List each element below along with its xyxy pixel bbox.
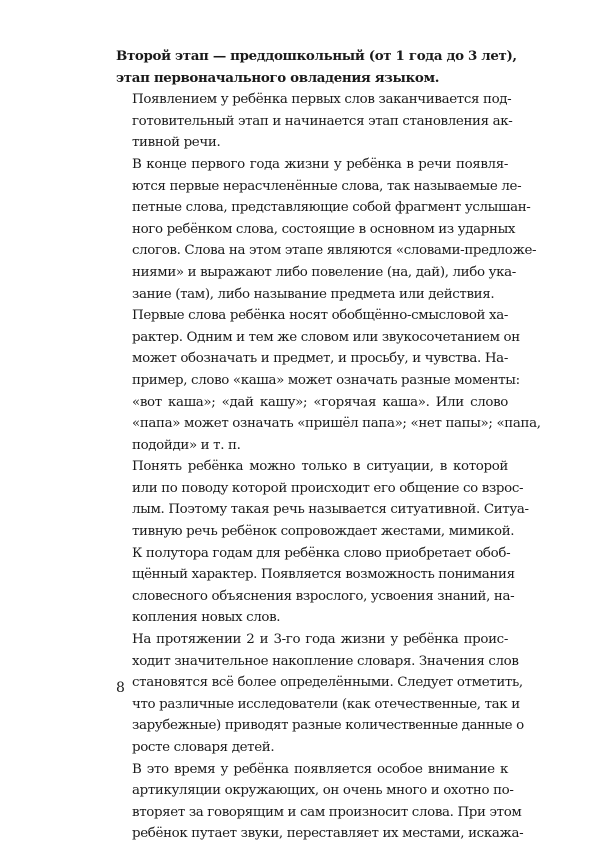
paragraph-5 (116, 543, 515, 629)
text-line: Первые слова ребёнка носят обобщённо-смысловой ха- (132, 308, 509, 324)
text-line: слогов. Слова на этом этапе являются «словами-предложе- (132, 243, 537, 259)
text-line: ются первые нерасчленённые слова, так называемые ле- (132, 178, 522, 194)
text-line: подойди» и т. п. (132, 437, 241, 453)
heading-line: Второй этап — преддошкольный (от 1 года до 3 лет), (116, 48, 517, 64)
text-line: К полутора годам для ребёнка слово приобретает обоб- (132, 545, 511, 561)
paragraph-4 (116, 456, 529, 542)
text-line: В это время у ребёнка появляется особое внимание к (132, 761, 508, 777)
text-line: лым. Поэтому такая речь называется ситуативной. Ситуа- (132, 502, 529, 518)
text-line: щённый характер. Появляется возможность понимания (132, 567, 515, 583)
text-line: росте словаря детей. (132, 740, 275, 755)
text-line: зарубежные) приводят разные количественные данные о (132, 718, 524, 734)
text-line: может обозначать и предмет, и просьбу, и чувства. На- (132, 351, 508, 367)
text-line: пример, слово «каша» может означать разные моменты: (132, 372, 520, 388)
text-line: ребёнок путает звуки, переставляет их местами, искажа- (132, 826, 524, 842)
text-line: На протяжении 2 и 3-го года жизни у ребёнка проис- (132, 632, 508, 648)
text-line: «вот каша»; «дай кашу»; «горячая каша». Или слово (132, 394, 508, 410)
paragraph-1 (116, 89, 513, 154)
text-line: ходит значительное накопление словаря. Значения слов (132, 653, 519, 669)
paragraph-2 (116, 154, 537, 305)
text-line: Появлением у ребёнка первых слов заканчивается под- (132, 92, 512, 108)
text-line: становятся всё более определёнными. Следует отметить, (132, 675, 523, 691)
text-line: зание (там), либо называние предмета или действия. (132, 286, 495, 302)
section-heading (116, 46, 517, 89)
paragraph-7 (116, 759, 524, 845)
text-line: тивной речи. (132, 135, 221, 151)
text-line: «папа» может означать «пришёл папа»; «нет папы»; «папа, (132, 416, 541, 432)
text-line: петные слова, представляющие собой фрагмент услышан- (132, 200, 531, 216)
text-line: ниями» и выражают либо повеление (на, дай), либо ука- (132, 264, 516, 280)
text-line: готовительный этап и начинается этап становления ак- (132, 113, 513, 129)
text-line: В конце первого года жизни у ребёнка в речи появля- (132, 156, 508, 172)
text-line: артикуляции окружающих, он очень много и охотно по- (132, 783, 514, 799)
text-line: рактер. Одним и тем же словом или звукосочетанием он (132, 329, 520, 345)
text-line: ного ребёнком слова, состоящие в основном из ударных (132, 221, 516, 237)
text-line: тивную речь ребёнок сопровождает жестами, мимикой. (132, 524, 515, 540)
page-text-block (116, 46, 541, 845)
text-line: или по поводу которой происходит его общение со взрос- (132, 480, 524, 496)
paragraph-3 (116, 305, 541, 456)
text-line: вторяет за говорящим и сам произносит слова. При этом (132, 804, 522, 820)
heading-line: этап первоначального овладения языком. (116, 69, 440, 86)
paragraph-6 (116, 629, 524, 759)
page-number: 8 (116, 680, 125, 696)
text-line: копления новых слов. (132, 610, 281, 626)
text-line: словесного объяснения взрослого, усвоения знаний, на- (132, 588, 515, 604)
text-line: что различные исследователи (как отечественные, так и (132, 696, 520, 712)
text-line: Понять ребёнка можно только в ситуации, в которой (132, 459, 508, 475)
